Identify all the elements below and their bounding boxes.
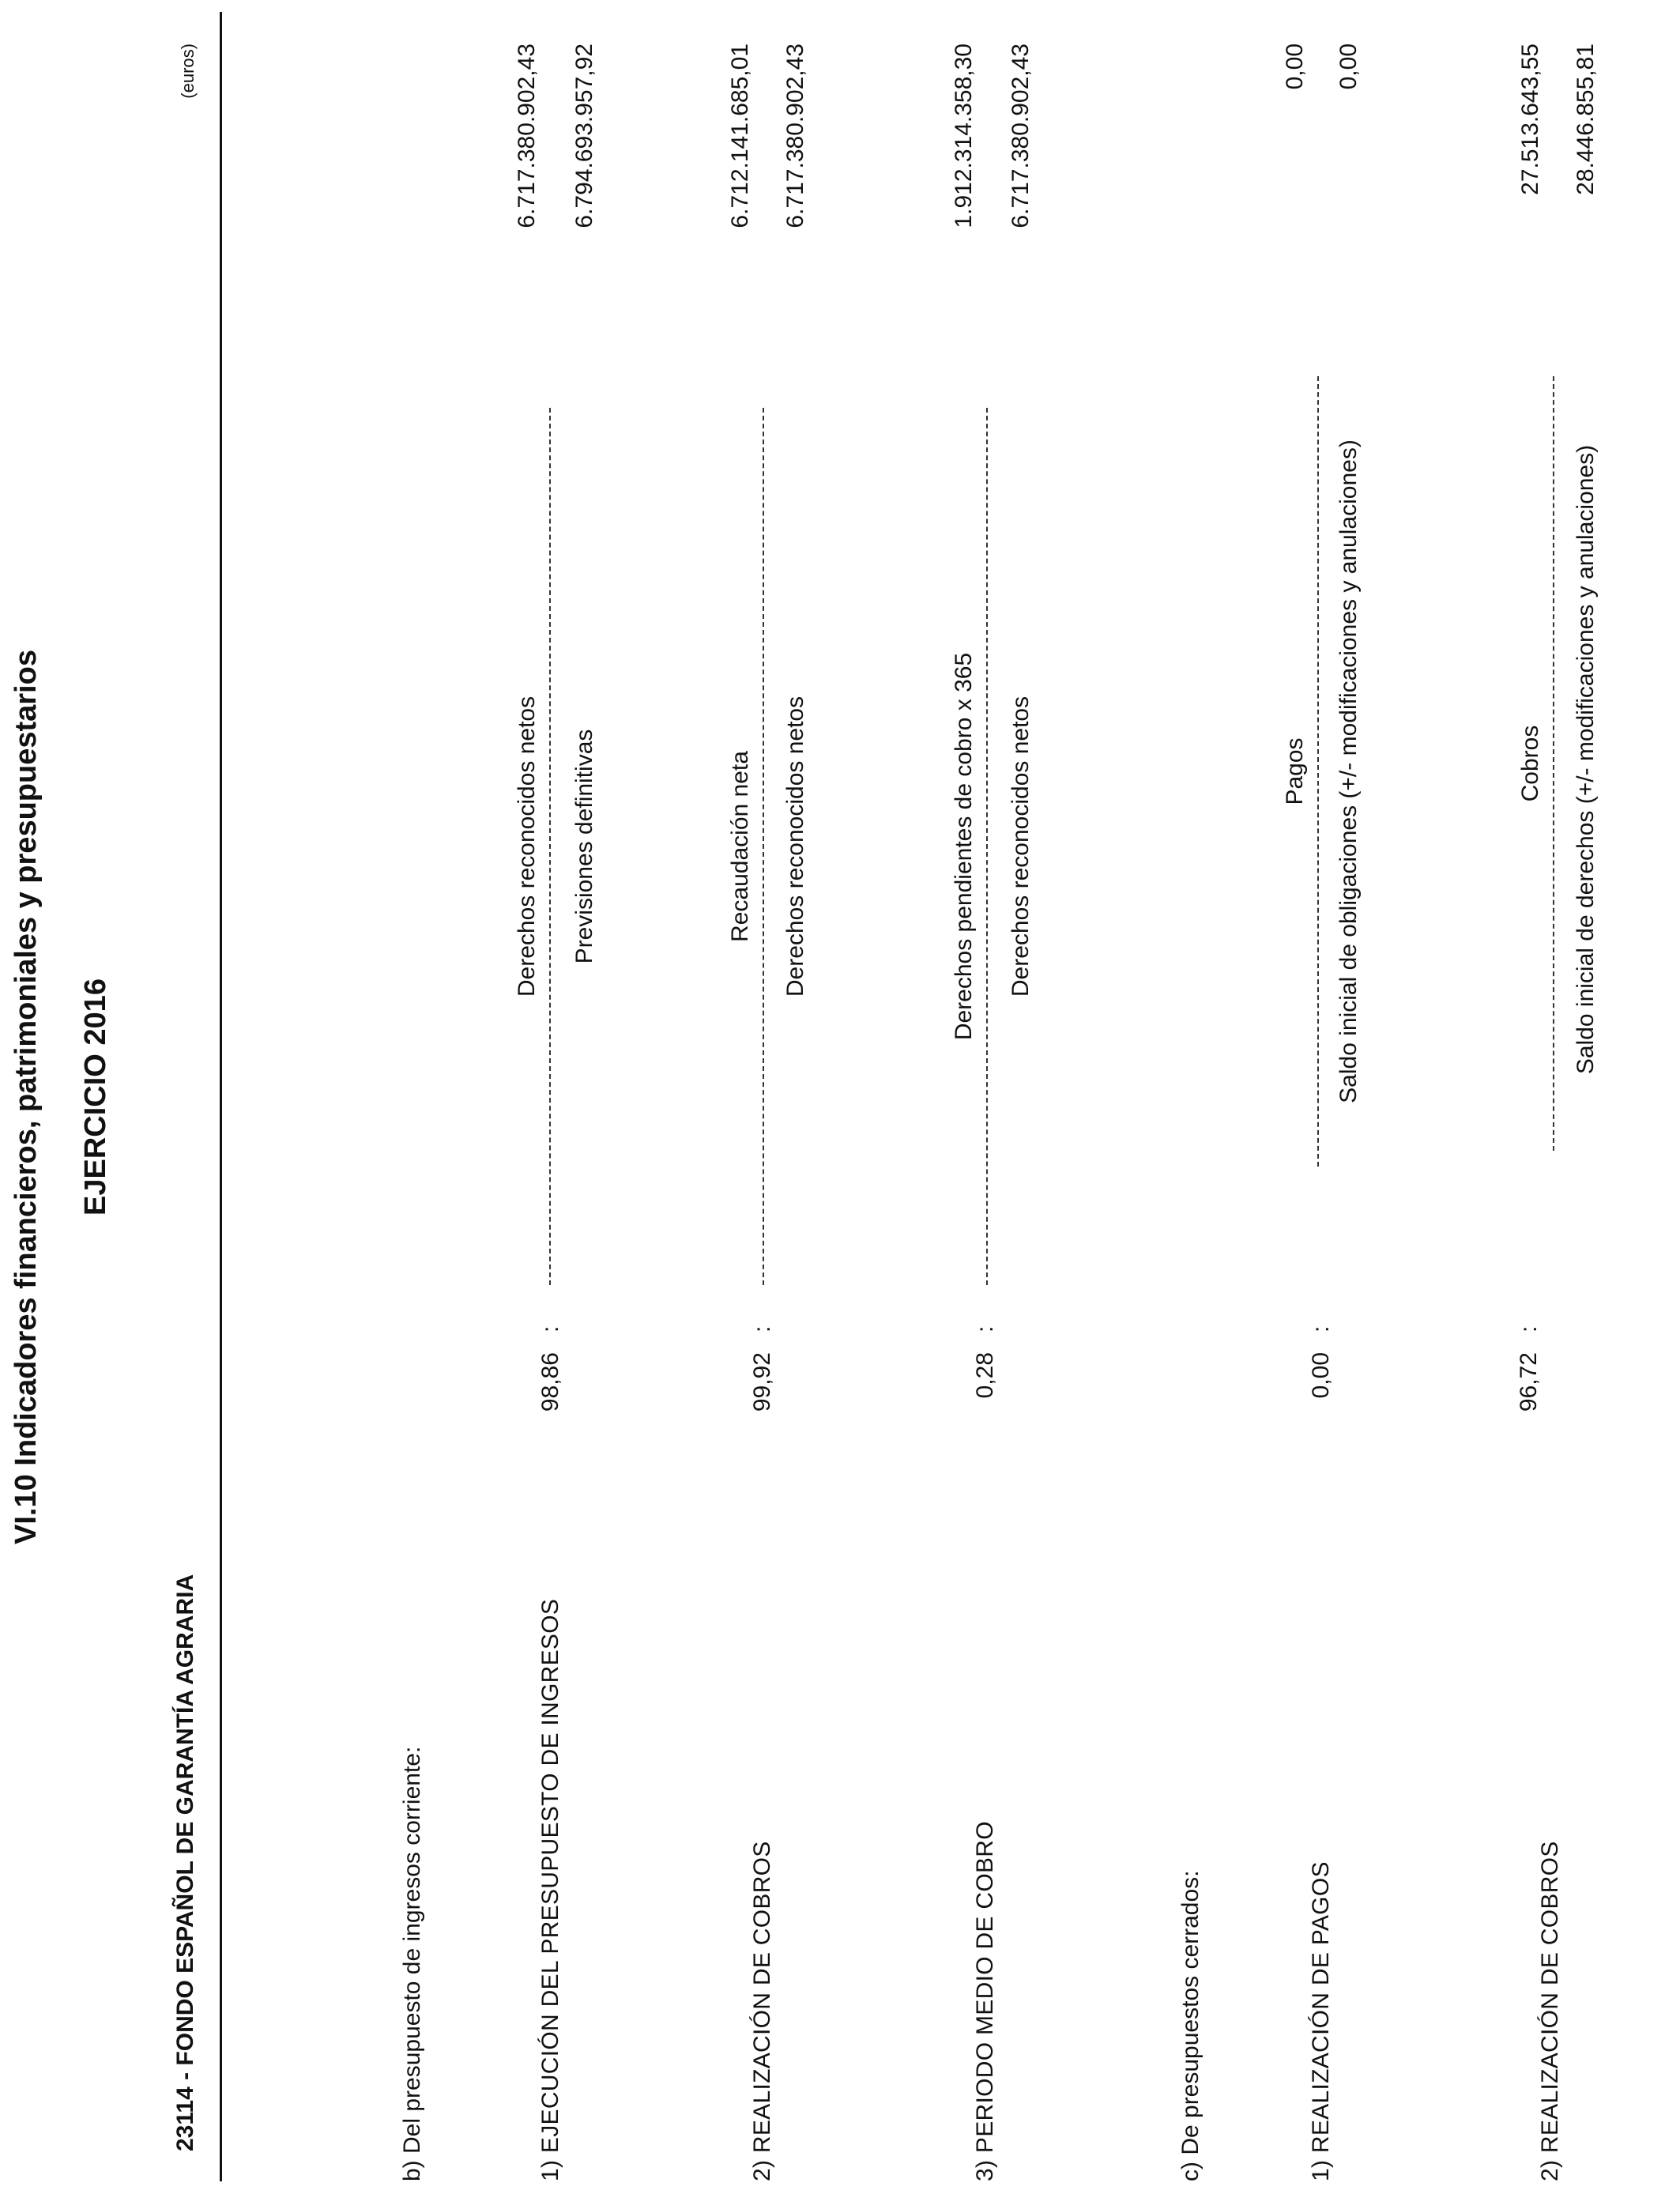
indicator-denominator: Derechos reconocidos netos xyxy=(1008,696,1034,997)
numerator-amount: 1.912.314.358,30 xyxy=(951,43,977,228)
indicator-numerator: Derechos pendientes de cobro x 365 xyxy=(951,652,977,1041)
fraction-line xyxy=(986,408,988,1285)
indicator-value: 0,28 xyxy=(972,1352,998,1399)
indicator-numerator: Recaudación neta xyxy=(727,751,753,942)
denominator-amount: 6.717.380.902,43 xyxy=(782,43,808,228)
indicator-numerator: Cobros xyxy=(1517,725,1543,802)
denominator-amount: 6.794.693.957,92 xyxy=(571,43,597,228)
indicator-value: 99,92 xyxy=(749,1352,775,1412)
currency-note: (euros) xyxy=(178,43,198,99)
indicator-colon: : xyxy=(972,1325,998,1333)
fraction-line xyxy=(1553,376,1554,1151)
section-c-heading: c) De presupuestos cerrados: xyxy=(1177,1870,1203,2181)
numerator-amount: 6.712.141.685,01 xyxy=(727,43,753,228)
indicator-colon: : xyxy=(537,1325,563,1333)
indicator-colon: : xyxy=(749,1325,775,1333)
numerator-amount: 27.513.643,55 xyxy=(1517,43,1543,195)
indicator-numerator: Pagos xyxy=(1282,737,1308,805)
indicator-label: 1) EJECUCIÓN DEL PRESUPUESTO DE INGRESOS xyxy=(537,1598,563,2181)
numerator-amount: 0,00 xyxy=(1282,43,1308,90)
indicator-denominator: Saldo inicial de derechos (+/- modificaciones y anulaciones) xyxy=(1573,444,1599,1075)
indicator-label: 3) PERIODO MEDIO DE COBRO xyxy=(972,1821,998,2181)
indicator-denominator: Saldo inicial de obligaciones (+/- modificaciones y anulaciones) xyxy=(1335,439,1362,1103)
denominator-amount: 6.717.380.902,43 xyxy=(1008,43,1034,228)
denominator-amount: 0,00 xyxy=(1335,43,1362,90)
indicator-label: 1) REALIZACIÓN DE PAGOS xyxy=(1308,1861,1334,2181)
indicator-denominator: Derechos reconocidos netos xyxy=(782,696,808,997)
fraction-line xyxy=(763,408,764,1285)
entity-name: 23114 - FONDO ESPAÑOL DE GARANTÍA AGRARIA xyxy=(172,1574,198,2151)
report-title: VI.10 Indicadores financieros, patrimoniales y presupuestarios xyxy=(9,650,43,1544)
denominator-amount: 28.446.855,81 xyxy=(1573,43,1599,195)
indicator-value: 98,86 xyxy=(537,1352,563,1412)
fraction-line xyxy=(1317,376,1319,1167)
indicator-label: 2) REALIZACIÓN DE COBROS xyxy=(749,1841,775,2181)
header-rule xyxy=(220,12,222,2181)
indicator-value: 96,72 xyxy=(1516,1352,1542,1412)
report-subtitle: EJERCICIO 2016 xyxy=(79,978,112,1216)
section-b-heading: b) Del presupuesto de ingresos corriente: xyxy=(399,1746,425,2181)
indicator-colon: : xyxy=(1308,1325,1334,1333)
indicator-label: 2) REALIZACIÓN DE COBROS xyxy=(1537,1841,1563,2181)
fraction-line xyxy=(549,408,551,1285)
indicator-value: 0,00 xyxy=(1308,1352,1334,1399)
indicator-numerator: Derechos reconocidos netos xyxy=(514,696,540,997)
indicator-colon: : xyxy=(1516,1325,1542,1333)
numerator-amount: 6.717.380.902,43 xyxy=(514,43,540,228)
indicator-denominator: Previsiones definitivas xyxy=(571,729,597,964)
